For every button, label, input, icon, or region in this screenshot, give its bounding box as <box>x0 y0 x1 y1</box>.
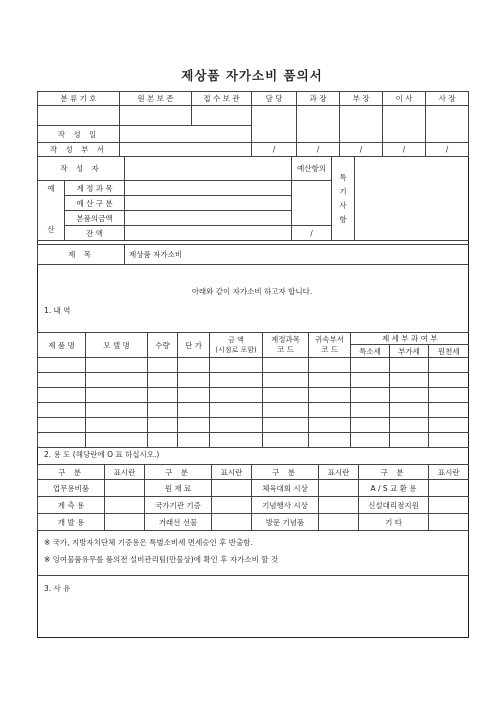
budget-side-label: 예 산 <box>38 181 65 241</box>
detail-cell[interactable] <box>86 388 148 403</box>
col-product: 제 품 명 <box>38 333 86 358</box>
usage-item-label: 국가기관 기증 <box>145 497 212 514</box>
note-2: ※ 잉여물품유무를 품의전 설비관리팀(만물상)에 확인 후 자가소비 할 것 <box>44 555 279 564</box>
subject-value[interactable]: 제상품 자가소비 <box>125 245 469 265</box>
detail-cell[interactable] <box>263 358 309 373</box>
receipt-cell[interactable] <box>192 106 252 126</box>
detail-cell[interactable] <box>351 388 390 403</box>
detail-cell[interactable] <box>38 418 86 433</box>
header-original: 원 본 보 존 <box>120 92 192 106</box>
detail-cell[interactable] <box>351 433 390 448</box>
subject-table <box>37 244 468 265</box>
usage-item-label: 계 측 용 <box>38 497 105 514</box>
detail-cell[interactable] <box>178 388 210 403</box>
section2-heading: 2. 용 도 (해당란에 O 표 하십시오.) <box>44 450 160 459</box>
col-vat: 부가세 <box>390 345 429 358</box>
page-title: 제상품 자가소비 품의서 <box>181 68 323 83</box>
usage-item-label: 기념행사 시상 <box>252 497 319 514</box>
detail-cell[interactable] <box>210 433 263 448</box>
usage-item-mark[interactable] <box>105 514 145 531</box>
slash-section-chief: / <box>297 143 340 157</box>
reason-field[interactable] <box>37 598 468 636</box>
detail-cell[interactable] <box>390 433 429 448</box>
slash-president: / <box>426 143 469 157</box>
detail-cell[interactable] <box>263 433 309 448</box>
detail-cell[interactable] <box>263 403 309 418</box>
detail-cell[interactable] <box>390 418 429 433</box>
slash-director: / <box>383 143 426 157</box>
usage-col-4: 구 분 <box>359 465 429 480</box>
detail-row <box>38 433 469 448</box>
note-1: ※ 국가, 지방자치단체 기증용은 특별소비세 면세승인 후 반출함. <box>44 538 253 547</box>
usage-item-mark[interactable] <box>319 480 359 497</box>
writer-table <box>37 156 469 241</box>
usage-col-1: 구 분 <box>38 465 105 480</box>
account-subject-field[interactable] <box>125 181 292 196</box>
usage-mark-4: 표시란 <box>429 465 469 480</box>
detail-cell[interactable] <box>429 358 469 373</box>
usage-col-3: 구 분 <box>252 465 319 480</box>
detail-row <box>38 418 469 433</box>
detail-cell[interactable] <box>210 358 263 373</box>
detail-cell[interactable] <box>309 373 351 388</box>
usage-row <box>38 480 469 497</box>
intro-text: 아래와 같이 자가소비 하고자 합니다. <box>191 287 313 296</box>
special-notes-label: 특 기 사 항 <box>332 157 355 241</box>
detail-cell[interactable] <box>390 403 429 418</box>
balance-field[interactable] <box>125 226 292 241</box>
usage-item-label: 거래선 선물 <box>145 514 212 531</box>
detail-cell[interactable] <box>38 388 86 403</box>
written-dept-label: 작 성 부 서 <box>38 143 120 157</box>
section3-divider <box>37 575 468 576</box>
usage-item-label: 기 타 <box>359 514 429 531</box>
header-director: 이 사 <box>383 92 426 106</box>
usage-item-label: 신설대리점지원 <box>359 497 429 514</box>
detail-cell[interactable] <box>351 358 390 373</box>
header-president: 사 장 <box>426 92 469 106</box>
col-special-tax: 특소세 <box>351 345 390 358</box>
usage-col-2: 구 분 <box>145 465 212 480</box>
budget-field[interactable] <box>292 181 332 226</box>
detail-cell[interactable] <box>148 388 178 403</box>
slash-dept-head: / <box>340 143 383 157</box>
detail-cell[interactable] <box>86 433 148 448</box>
col-account-code: 계정과목 코 드 <box>263 333 309 358</box>
detail-cell[interactable] <box>178 418 210 433</box>
detail-cell[interactable] <box>38 358 86 373</box>
usage-item-mark[interactable] <box>429 514 469 531</box>
detail-cell[interactable] <box>309 358 351 373</box>
detail-cell[interactable] <box>210 373 263 388</box>
usage-item-mark[interactable] <box>212 497 252 514</box>
usage-item-mark[interactable] <box>429 497 469 514</box>
detail-row <box>38 358 469 373</box>
detail-cell[interactable] <box>309 418 351 433</box>
detail-cell[interactable] <box>429 433 469 448</box>
usage-item-mark[interactable] <box>319 497 359 514</box>
usage-item-label: A / S 교 환 용 <box>359 480 429 497</box>
detail-cell[interactable] <box>38 373 86 388</box>
subject-label: 제 목 <box>38 245 125 265</box>
header-section-chief: 과 장 <box>297 92 340 106</box>
col-dept-code: 귀속부서 코 드 <box>309 333 351 358</box>
header-classification: 분 류 기 호 <box>38 92 120 106</box>
usage-item-label: 업무용비품 <box>38 480 105 497</box>
sign-president[interactable] <box>426 106 469 143</box>
detail-cell[interactable] <box>178 403 210 418</box>
sign-section-chief[interactable] <box>297 106 340 143</box>
detail-cell[interactable] <box>86 373 148 388</box>
detail-cell[interactable] <box>148 418 178 433</box>
proposal-amount-field[interactable] <box>125 211 292 226</box>
sign-dept-head[interactable] <box>340 106 383 143</box>
special-notes-field[interactable] <box>355 157 469 241</box>
writer-label: 작 성 자 <box>38 157 125 181</box>
detail-cell[interactable] <box>178 358 210 373</box>
slash-staff: / <box>252 143 297 157</box>
written-date-label: 작 성 일 <box>38 126 120 143</box>
col-qty: 수량 <box>148 333 178 358</box>
proposal-amount-label: 본품의금액 <box>65 211 125 226</box>
header-dept-head: 부 장 <box>340 92 383 106</box>
detail-cell[interactable] <box>148 403 178 418</box>
usage-item-mark[interactable] <box>105 480 145 497</box>
detail-cell[interactable] <box>309 433 351 448</box>
detail-row <box>38 373 469 388</box>
detail-cell[interactable] <box>263 418 309 433</box>
budget-type-label: 예 산 구 분 <box>65 196 125 211</box>
approval-table <box>37 91 469 157</box>
detail-row <box>38 388 469 403</box>
usage-item-label: 방문 기념품 <box>252 514 319 531</box>
detail-cell[interactable] <box>429 388 469 403</box>
details-table <box>37 332 469 448</box>
detail-cell[interactable] <box>429 418 469 433</box>
usage-item-mark[interactable] <box>212 480 252 497</box>
detail-cell[interactable] <box>390 388 429 403</box>
original-cell[interactable] <box>120 106 192 126</box>
detail-cell[interactable] <box>178 433 210 448</box>
usage-item-mark[interactable] <box>429 480 469 497</box>
usage-mark-3: 표시란 <box>319 465 359 480</box>
section3-heading: 3. 사 유 <box>44 584 71 593</box>
detail-cell[interactable] <box>263 373 309 388</box>
detail-cell[interactable] <box>210 418 263 433</box>
col-unit-price: 단 가 <box>178 333 210 358</box>
sign-director[interactable] <box>383 106 426 143</box>
detail-row <box>38 403 469 418</box>
written-date-field[interactable] <box>120 126 252 143</box>
detail-cell[interactable] <box>38 433 86 448</box>
usage-table <box>37 464 469 531</box>
detail-cell[interactable] <box>429 403 469 418</box>
detail-cell[interactable] <box>351 373 390 388</box>
account-subject-label: 계 정 과 목 <box>65 181 125 196</box>
detail-cell[interactable] <box>148 358 178 373</box>
written-dept-field[interactable] <box>120 143 252 157</box>
usage-item-mark[interactable] <box>319 514 359 531</box>
budget-type-field[interactable] <box>125 196 292 211</box>
detail-cell[interactable] <box>263 388 309 403</box>
detail-cell[interactable] <box>210 403 263 418</box>
header-staff: 담 당 <box>252 92 297 106</box>
detail-cell[interactable] <box>351 403 390 418</box>
detail-cell[interactable] <box>309 403 351 418</box>
usage-mark-1: 표시란 <box>105 465 145 480</box>
balance-slash: / <box>292 226 332 241</box>
detail-cell[interactable] <box>86 358 148 373</box>
detail-cell[interactable] <box>429 373 469 388</box>
usage-item-mark[interactable] <box>212 514 252 531</box>
detail-cell[interactable] <box>148 373 178 388</box>
detail-cell[interactable] <box>309 388 351 403</box>
detail-cell[interactable] <box>390 373 429 388</box>
detail-cell[interactable] <box>351 418 390 433</box>
detail-cell[interactable] <box>86 403 148 418</box>
budget-label: 예산항의 <box>292 157 332 181</box>
header-receipt: 접 수 보 관 <box>192 92 252 106</box>
writer-field[interactable] <box>125 157 292 181</box>
col-withholding: 원천세 <box>429 345 469 358</box>
balance-label: 잔 액 <box>65 226 125 241</box>
usage-item-mark[interactable] <box>105 497 145 514</box>
detail-cell[interactable] <box>148 433 178 448</box>
classification-cell[interactable] <box>38 106 120 126</box>
detail-cell[interactable] <box>38 403 86 418</box>
detail-cell[interactable] <box>390 358 429 373</box>
section1-heading: 1. 내 역 <box>44 306 71 315</box>
usage-item-label: 개 발 용 <box>38 514 105 531</box>
usage-row <box>38 514 469 531</box>
detail-cell[interactable] <box>178 373 210 388</box>
usage-row <box>38 497 469 514</box>
detail-cell[interactable] <box>210 388 263 403</box>
sign-staff[interactable] <box>252 106 297 143</box>
usage-mark-2: 표시란 <box>212 465 252 480</box>
usage-item-label: 원 재 료 <box>145 480 212 497</box>
col-amount: 금 액 (시점로 포함) <box>210 333 263 358</box>
detail-cell[interactable] <box>86 418 148 433</box>
usage-item-label: 체육대회 시상 <box>252 480 319 497</box>
col-tax-group: 제 세 부 과 여 부 <box>351 333 469 345</box>
col-model: 모 델 명 <box>86 333 148 358</box>
